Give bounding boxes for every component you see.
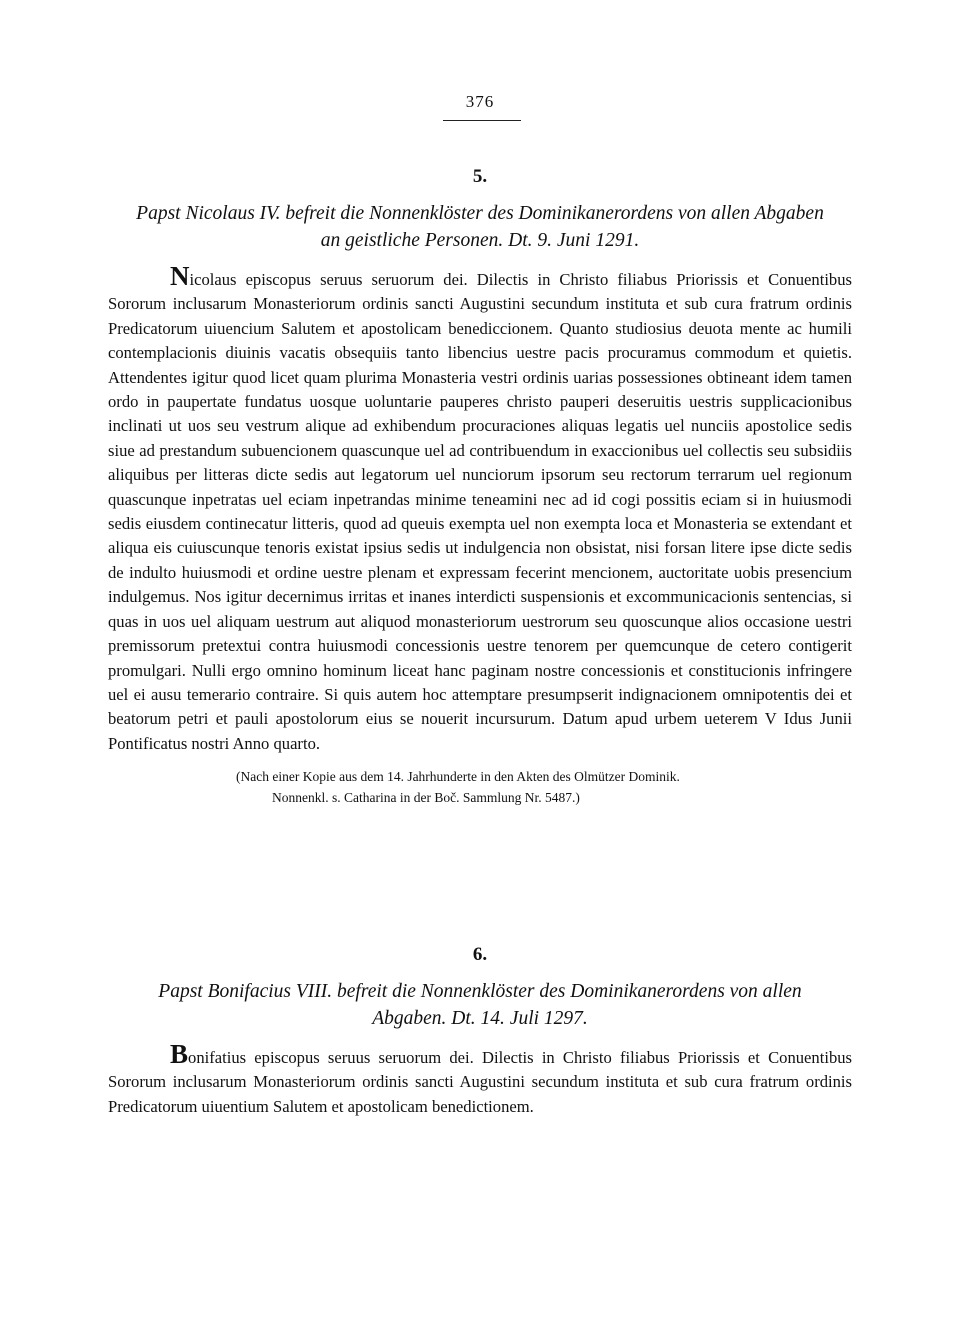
document-number: 6.: [472, 944, 488, 965]
heading-line-2: an geistliche Personen. Dt. 9. Juni 1291.: [320, 230, 640, 251]
page-number-rule: [443, 120, 521, 121]
page-number: 376: [465, 92, 495, 111]
heading-line-1: Papst Nicolaus IV. befreit die Nonnenklöster des Dominikanerordens von allen Abgaben: [136, 203, 824, 224]
source-note-line-1: (Nach einer Kopie aus dem 14. Jahrhunderte in den Akten des Olmützer Dominik.: [236, 769, 680, 785]
document-heading: [108, 978, 852, 1032]
document-5: [108, 166, 852, 808]
drop-initial: B: [170, 1039, 189, 1069]
source-note-line-2: Nonnenkl. s. Catharina in der Boč. Sammlung Nr. 5487.): [272, 790, 580, 806]
document-body: [108, 261, 852, 756]
source-note: [108, 766, 852, 808]
document-heading: [108, 200, 852, 254]
heading-line-1: Papst Bonifacius VIII. befreit die Nonnenklöster des Dominikanerordens von allen: [158, 981, 802, 1002]
document-body: [108, 1039, 852, 1119]
document-6: [108, 944, 852, 1119]
body-text: onifatius episcopus seruus seruorum dei. Dilectis in Christo filiabus Priorissis et Conuentibus Sororum inclusarum Monasteriorum ordinis sancti Augustini secundum instituta et sub cura fratrum ordinis Predicatorum uiuentium Salutem et apostolicam benedictionem.: [108, 1048, 852, 1116]
document-number: 5.: [472, 166, 488, 187]
body-text: icolaus episcopus seruus seruorum dei. Dilectis in Christo filiabus Priorissis et Conuentibus Sororum inclusarum Monasteriorum ordinis sancti Augustini secundum instituta et sub cura fratrum ordinis Predicatorum uiuencium Salutem et apostolicam benediccionem. Quanto studiosius deuota mente ac humili contemplacionis diuinis vacatis obsequiis tanto libencius uestre pacis procuramus commodum et quietis. Attendentes igitur quod licet quam plurima Monasteria vestri ordinis uarias possessiones obtineant idem tamen ordo in paupertate fundatus uosque uoluntarie pauperes christo pauperi deseruitis uestris supplicacionibus inclinati ut uos seu vestrum alique ad exhibendum procuraciones aliquas legatis uel nunciis apostolice sedis siue ad prestandum subuencionem quascunque uel ad contribuendum in exaccionibus uel collectis seu subsidiis aliquibus per litteras dicte sedis aut legatorum uel nunciorum ipsorum seu rectorum terrarum uel regionum quascunque inpetratas uel eciam inpetrandas minime teneamini nec ad id cogi possitis eciam si in huiusmodi sedis eiusdem continecatur litteris, quod ad queuis exempta uel non exempta loca et Monasteria se extendant et aliqua eis cuiuscunque tenoris existat ipsius sedis ut indulgencia non obsistat, nisi forsan litere ipse dicte sedis de indulto huiusmodi et ordine uestre plenam et expressam fecerint mencionem, auctoritate uobis presencium indulgemus. Nos igitur decernimus irritas et inanes interdicti suspensionis et excommunicacionis sentencias, si quas in uos uel aliquam uestrum aut aliquod monasteriorum uestrorum seu quoscunque alios occasione uestri premissorum pretextui contra huiusmodi concessionis uestre tenorem per quemcunque de cetero contigerit promulgari. Nulli ergo omnino hominum liceat hanc paginam nostre concessionis et constitucionis infringere uel ei ausu temerario contraire. Si quis autem hoc attemptare presumpserit indignacionem omnipotentis dei et beatorum petri et pauli apostolorum eius se nouerit incursurum. Datum apud urbem ueterem V Idus Junii Pontificatus nostri Anno quarto.: [108, 270, 852, 753]
drop-initial: N: [170, 261, 190, 291]
heading-line-2: Abgaben. Dt. 14. Juli 1297.: [372, 1008, 588, 1029]
